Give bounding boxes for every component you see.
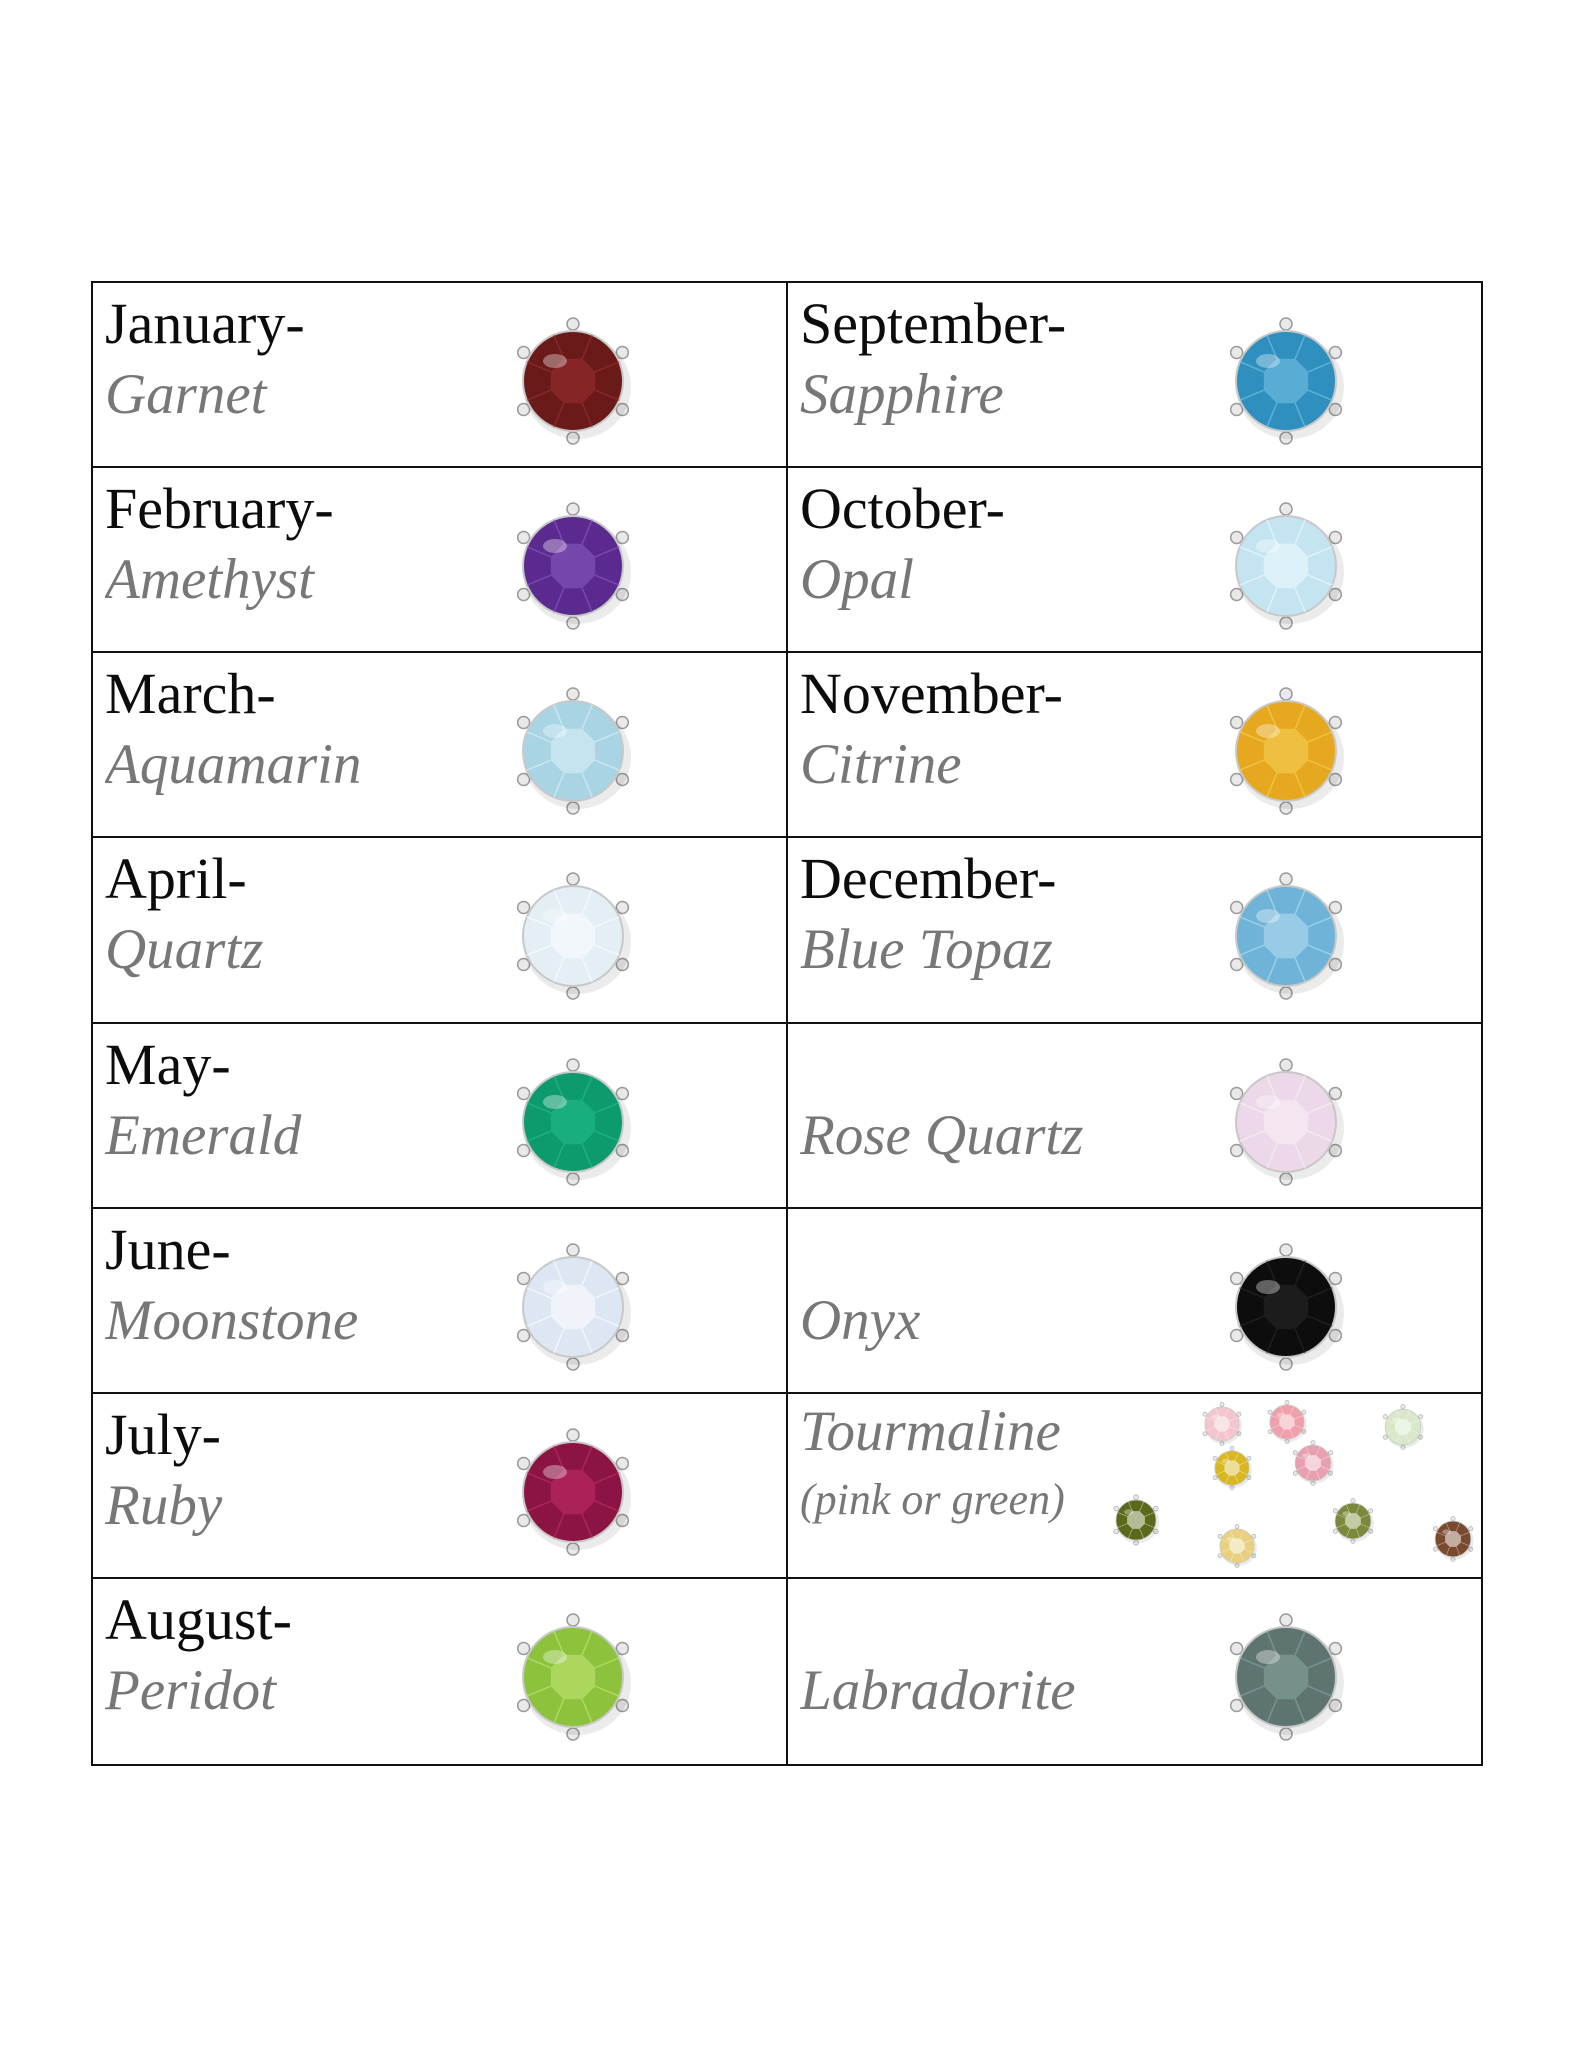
stone-name: Garnet	[105, 363, 267, 426]
gem-photo	[503, 496, 643, 636]
gem-photo	[503, 311, 643, 451]
blue-topaz-gem-icon	[1216, 866, 1356, 1006]
emerald-gem-icon	[503, 1052, 643, 1192]
birthstone-cell	[788, 283, 1483, 468]
opal-gem-icon	[1216, 496, 1356, 636]
tourmaline-gem-icon	[1208, 1444, 1256, 1492]
moonstone-gem-icon	[503, 1237, 643, 1377]
month-label: April-	[105, 846, 247, 912]
birthstone-cell	[788, 468, 1483, 653]
garnet-gem-icon	[503, 311, 643, 451]
month-label: March-	[105, 661, 276, 727]
stone-name: Amethyst	[105, 548, 314, 612]
gem-photo	[1216, 866, 1356, 1006]
quartz-gem-icon	[503, 866, 643, 1006]
birthstone-cell	[93, 1209, 788, 1394]
birthstone-cell	[788, 1394, 1483, 1579]
stone-name: Moonstone	[105, 1288, 359, 1352]
birthstone-cell	[93, 838, 788, 1023]
tourmaline-gem-icon	[1328, 1496, 1378, 1546]
tourmaline-stone	[1208, 1444, 1256, 1497]
ruby-gem-icon	[503, 1422, 643, 1562]
birthstone-cell	[788, 1024, 1483, 1209]
rose-quartz-gem-icon	[1216, 1052, 1356, 1192]
month-label: September-	[800, 291, 1067, 356]
tourmaline-gem-icon	[1428, 1514, 1478, 1564]
labradorite-gem-icon	[1216, 1607, 1356, 1747]
birthstone-cell	[788, 1209, 1483, 1394]
tourmaline-gem-icon	[1378, 1402, 1428, 1452]
aquamarine-gem-icon	[503, 681, 643, 821]
birthstone-cell	[93, 653, 788, 838]
stone-name: Onyx	[800, 1288, 921, 1352]
stone-name: Tourmaline	[800, 1399, 1061, 1463]
tourmaline-gem-icon	[1108, 1492, 1164, 1548]
tourmaline-gem-icon	[1198, 1400, 1246, 1448]
gem-photo	[503, 1422, 643, 1562]
tourmaline-gem-icon	[1288, 1438, 1338, 1488]
tourmaline-stone	[1213, 1522, 1261, 1575]
gem-photo	[503, 1052, 643, 1192]
tourmaline-stone	[1108, 1492, 1164, 1553]
birthstone-cell	[93, 1024, 788, 1209]
birthstone-cell	[93, 1394, 788, 1579]
month-label: December-	[800, 846, 1057, 912]
tourmaline-stone	[1328, 1496, 1378, 1551]
gem-photo	[1216, 311, 1356, 451]
gem-photo	[503, 866, 643, 1006]
gem-photo	[1216, 681, 1356, 821]
month-label: January-	[105, 291, 305, 356]
stone-name: Blue Topaz	[800, 918, 1053, 982]
gem-photo	[1216, 1607, 1356, 1747]
tourmaline-stone	[1288, 1438, 1338, 1493]
gem-photo	[1216, 1237, 1356, 1377]
citrine-gem-icon	[1216, 681, 1356, 821]
birthstone-cell	[788, 1579, 1483, 1764]
gem-photo	[503, 1607, 643, 1747]
stone-name: Opal	[800, 548, 914, 612]
birthstone-cell	[93, 283, 788, 468]
gem-photo	[1216, 1052, 1356, 1192]
birthstone-table	[91, 281, 1483, 1766]
stone-note: (pink or green)	[800, 1474, 1065, 1524]
month-label: June-	[105, 1216, 231, 1282]
birthstone-cell	[93, 468, 788, 653]
birthstone-cell	[788, 653, 1483, 838]
month-label: May-	[105, 1031, 231, 1097]
birthstone-cell	[788, 838, 1483, 1023]
stone-name: Aquamarin	[105, 733, 362, 797]
stone-name: Quartz	[105, 918, 264, 982]
sapphire-gem-icon	[1216, 311, 1356, 451]
stone-name: Peridot	[105, 1658, 276, 1722]
month-label: February-	[105, 476, 334, 542]
stone-name: Rose Quartz	[800, 1103, 1084, 1167]
stone-name: Emerald	[105, 1103, 302, 1167]
stone-name: Citrine	[800, 733, 962, 797]
birthstone-cell	[93, 1579, 788, 1764]
gem-photo	[1216, 496, 1356, 636]
month-label: November-	[800, 661, 1063, 727]
stone-name: Labradorite	[800, 1658, 1076, 1722]
month-label: October-	[800, 476, 1005, 542]
peridot-gem-icon	[503, 1607, 643, 1747]
onyx-gem-icon	[1216, 1237, 1356, 1377]
amethyst-gem-icon	[503, 496, 643, 636]
gem-photo	[503, 681, 643, 821]
tourmaline-stone	[1378, 1402, 1428, 1457]
month-label: August-	[105, 1586, 292, 1652]
gem-photo	[503, 1237, 643, 1377]
stone-name: Ruby	[105, 1473, 223, 1537]
tourmaline-gem-icon	[1213, 1522, 1261, 1570]
tourmaline-stone	[1428, 1514, 1478, 1569]
month-label: July-	[105, 1401, 221, 1467]
stone-name: Sapphire	[800, 363, 1004, 426]
